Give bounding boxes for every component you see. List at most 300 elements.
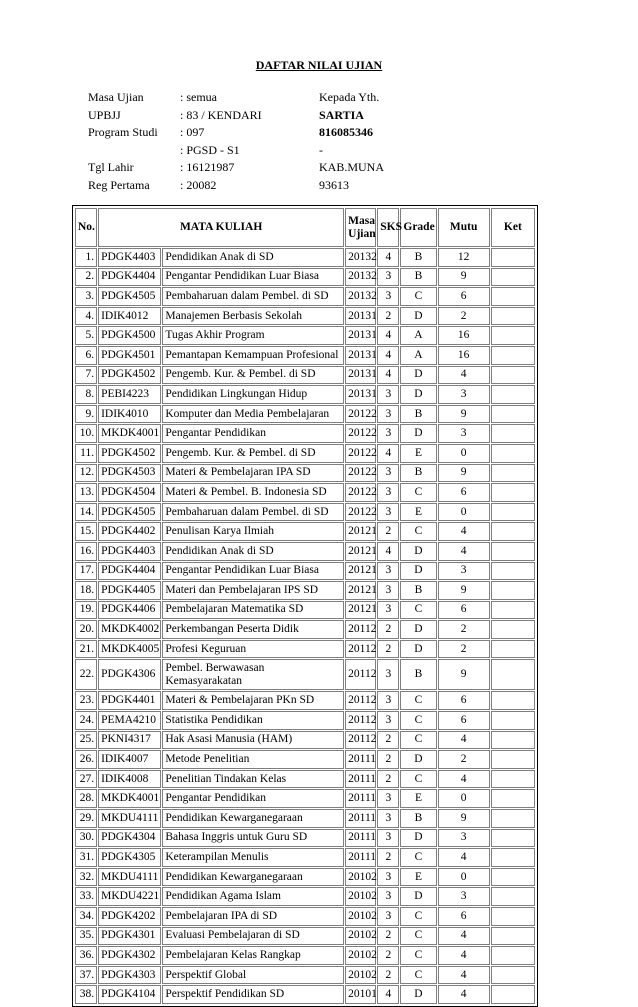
course-name: Keterampilan Menulis [162,848,344,867]
ket-cell [491,750,535,769]
mutu-value: 4 [438,848,490,867]
mutu-value: 4 [438,927,490,946]
row-no: 8. [75,385,97,404]
course-name: Perspektif Pendidikan SD [162,985,344,1004]
ket-cell [491,809,535,828]
table-row [75,268,535,287]
info-row [88,142,439,160]
header-mata-kuliah: MATA KULIAH [98,208,344,247]
table-row [75,248,535,267]
table-row [75,868,535,887]
sks-value: 3 [377,483,399,502]
table-row [75,522,535,541]
table-row [75,562,535,581]
course-code: PDGK4403 [98,542,161,561]
mutu-value: 3 [438,829,490,848]
exam-period: 20121 [345,601,376,620]
row-no: 14. [75,503,97,522]
info-value: : semua [180,90,217,105]
exam-period: 20112 [345,640,376,659]
info-value: : 20082 [180,177,217,192]
ket-cell [491,927,535,946]
exam-period: 20102 [345,927,376,946]
table-row [75,848,535,867]
course-name: Pembelajaran Matematika SD [162,601,344,620]
course-name: Statistika Pendidikan [162,711,344,730]
row-no: 22. [75,659,97,690]
table-row [75,985,535,1004]
course-name: Materi & Pembel. B. Indonesia SD [162,483,344,502]
sks-value: 2 [377,522,399,541]
course-code: PDGK4500 [98,326,161,345]
sks-value: 3 [377,711,399,730]
table-row [75,691,535,710]
course-code: PDGK4404 [98,562,161,581]
ket-cell [491,887,535,906]
course-code: PDGK4406 [98,601,161,620]
mutu-value: 0 [438,789,490,808]
table-row [75,307,535,326]
row-no: 7. [75,366,97,385]
grades-table [74,207,536,1005]
course-code: PDGK4305 [98,848,161,867]
table-header-row [75,208,535,247]
grade-value: D [400,887,436,906]
table-row [75,601,535,620]
course-code: PDGK4303 [98,966,161,985]
course-code: IDIK4008 [98,770,161,789]
info-label: Reg Pertama [88,177,150,192]
grade-value: D [400,620,436,639]
exam-period: 20131 [345,326,376,345]
mutu-value: 2 [438,620,490,639]
course-name: Penulisan Karya Ilmiah [162,522,344,541]
course-code: PDGK4503 [98,464,161,483]
row-no: 33. [75,887,97,906]
row-no: 20. [75,620,97,639]
course-name: Pendidikan Kewarganegaraan [162,868,344,887]
header-ket: Ket [491,208,535,247]
row-no: 13. [75,483,97,502]
row-no: 38. [75,985,97,1004]
mutu-value: 4 [438,366,490,385]
ket-cell [491,770,535,789]
sks-value: 4 [377,985,399,1004]
row-no: 28. [75,789,97,808]
table-row [75,887,535,906]
grade-value: C [400,483,436,502]
exam-period: 20121 [345,522,376,541]
grade-value: C [400,907,436,926]
sks-value: 3 [377,385,399,404]
course-name: Pembaharuan dalam Pembel. di SD [162,503,344,522]
info-row [88,124,439,142]
ket-cell [491,503,535,522]
exam-period: 20111 [345,848,376,867]
grade-value: C [400,711,436,730]
mutu-value: 4 [438,966,490,985]
row-no: 30. [75,829,97,848]
sks-value: 2 [377,966,399,985]
exam-period: 20122 [345,483,376,502]
course-code: PDGK4504 [98,483,161,502]
info-recipient: 816085346 [319,125,373,140]
mutu-value: 3 [438,562,490,581]
mutu-value: 0 [438,444,490,463]
sks-value: 3 [377,601,399,620]
course-code: PDGK4403 [98,248,161,267]
row-no: 10. [75,424,97,443]
mutu-value: 9 [438,581,490,600]
row-no: 37. [75,966,97,985]
course-name: Materi & Pembelajaran IPA SD [162,464,344,483]
grade-value: D [400,829,436,848]
table-row [75,326,535,345]
course-code: PDGK4301 [98,927,161,946]
table-row [75,366,535,385]
table-row [75,385,535,404]
info-recipient: Kepada Yth. [319,90,380,105]
info-row [88,89,439,107]
course-code: MKDK4001 [98,424,161,443]
ket-cell [491,868,535,887]
grade-value: D [400,750,436,769]
ket-cell [491,907,535,926]
course-code: MKDK4001 [98,789,161,808]
table-row [75,346,535,365]
mutu-value: 6 [438,907,490,926]
grade-value: B [400,248,436,267]
ket-cell [491,829,535,848]
course-code: PDGK4306 [98,659,161,690]
course-code: MKDU4221 [98,887,161,906]
grade-value: C [400,731,436,750]
course-name: Komputer dan Media Pembelajaran [162,405,344,424]
mutu-value: 9 [438,809,490,828]
info-label: Masa Ujian [88,90,144,105]
mutu-value: 3 [438,385,490,404]
ket-cell [491,366,535,385]
row-no: 16. [75,542,97,561]
grade-value: C [400,946,436,965]
sks-value: 2 [377,731,399,750]
exam-period: 20131 [345,307,376,326]
sks-value: 2 [377,750,399,769]
course-code: IDIK4010 [98,405,161,424]
table-row [75,444,535,463]
mutu-value: 4 [438,770,490,789]
mutu-value: 16 [438,346,490,365]
table-row [75,809,535,828]
course-name: Hak Asasi Manusia (HAM) [162,731,344,750]
ket-cell [491,346,535,365]
ket-cell [491,601,535,620]
course-name: Pengantar Pendidikan Luar Biasa [162,268,344,287]
info-recipient: 93613 [319,177,349,192]
course-name: Pembel. Berwawasan Kemasyarakatan [162,659,344,690]
course-code: PDGK4505 [98,503,161,522]
info-label [88,142,180,160]
sks-value: 4 [377,346,399,365]
ket-cell [491,659,535,690]
header-grade: Grade [400,208,436,247]
course-name: Pengantar Pendidikan Luar Biasa [162,562,344,581]
course-name: Materi & Pembelajaran PKn SD [162,691,344,710]
exam-period: 20112 [345,731,376,750]
sks-value: 3 [377,887,399,906]
ket-cell [491,620,535,639]
exam-period: 20112 [345,711,376,730]
exam-period: 20121 [345,581,376,600]
grade-value: B [400,405,436,424]
exam-period: 20122 [345,464,376,483]
row-no: 17. [75,562,97,581]
sks-value: 3 [377,868,399,887]
course-name: Profesi Keguruan [162,640,344,659]
row-no: 18. [75,581,97,600]
course-name: Pembelajaran IPA di SD [162,907,344,926]
course-code: IDIK4012 [98,307,161,326]
sks-value: 2 [377,307,399,326]
mutu-value: 6 [438,691,490,710]
sks-value: 2 [377,770,399,789]
sks-value: 4 [377,326,399,345]
grade-value: A [400,326,436,345]
ket-cell [491,483,535,502]
grade-value: B [400,659,436,690]
sks-value: 3 [377,581,399,600]
table-row [75,581,535,600]
row-no: 23. [75,691,97,710]
course-code: PDGK4401 [98,691,161,710]
course-code: PDGK4502 [98,444,161,463]
course-name: Perspektif Global [162,966,344,985]
ket-cell [491,985,535,1004]
exam-period: 20102 [345,907,376,926]
course-name: Pendidikan Kewarganegaraan [162,809,344,828]
mutu-value: 9 [438,464,490,483]
course-code: PDGK4405 [98,581,161,600]
table-row [75,542,535,561]
mutu-value: 4 [438,731,490,750]
exam-period: 20121 [345,562,376,581]
course-name: Penelitian Tindakan Kelas [162,770,344,789]
row-no: 9. [75,405,97,424]
grade-value: B [400,464,436,483]
info-label: Tgl Lahir [88,160,134,175]
page-title: DAFTAR NILAI UJIAN [255,58,383,72]
course-code: MKDU4111 [98,868,161,887]
grade-value: B [400,809,436,828]
grade-value: B [400,268,436,287]
mutu-value: 6 [438,287,490,306]
course-name: Materi dan Pembelajaran IPS SD [162,581,344,600]
course-code: PDGK4202 [98,907,161,926]
course-code: MKDU4111 [98,809,161,828]
grade-value: C [400,601,436,620]
row-no: 5. [75,326,97,345]
table-row [75,424,535,443]
table-row [75,731,535,750]
mutu-value: 6 [438,601,490,620]
ket-cell [491,248,535,267]
exam-period: 20112 [345,659,376,690]
sks-value: 3 [377,503,399,522]
row-no: 32. [75,868,97,887]
course-name: Pendidikan Anak di SD [162,248,344,267]
row-no: 11. [75,444,97,463]
mutu-value: 4 [438,985,490,1004]
sks-value: 3 [377,907,399,926]
exam-period: 20122 [345,424,376,443]
grade-value: D [400,542,436,561]
course-name: Pembaharuan dalam Pembel. di SD [162,287,344,306]
mutu-value: 9 [438,659,490,690]
exam-period: 20112 [345,691,376,710]
table-row [75,907,535,926]
exam-period: 20131 [345,346,376,365]
info-recipient: SARTIA [319,107,364,122]
course-code: PEBI4223 [98,385,161,404]
course-code: PKNI4317 [98,731,161,750]
grade-value: C [400,848,436,867]
grade-value: D [400,307,436,326]
sks-value: 3 [377,659,399,690]
ket-cell [491,287,535,306]
exam-period: 20112 [345,620,376,639]
mutu-value: 2 [438,750,490,769]
course-name: Perkembangan Peserta Didik [162,620,344,639]
table-row [75,405,535,424]
grade-value: C [400,966,436,985]
row-no: 24. [75,711,97,730]
row-no: 1. [75,248,97,267]
info-value: : PGSD - S1 [180,142,240,157]
info-recipient: - [319,142,323,157]
ket-cell [491,326,535,345]
table-row [75,659,535,690]
info-row [88,159,439,177]
mutu-value: 3 [438,887,490,906]
exam-period: 20102 [345,868,376,887]
info-row [88,177,439,195]
row-no: 2. [75,268,97,287]
sks-value: 3 [377,268,399,287]
course-code: PDGK4104 [98,985,161,1004]
table-row [75,287,535,306]
grade-value: D [400,562,436,581]
course-name: Pengemb. Kur. & Pembel. di SD [162,366,344,385]
mutu-value: 6 [438,483,490,502]
mutu-value: 0 [438,868,490,887]
ket-cell [491,946,535,965]
course-name: Manajemen Berbasis Sekolah [162,307,344,326]
row-no: 3. [75,287,97,306]
ket-cell [491,268,535,287]
grade-value: D [400,385,436,404]
sks-value: 3 [377,809,399,828]
ket-cell [491,562,535,581]
sks-value: 4 [377,542,399,561]
header-mutu: Mutu [438,208,490,247]
table-row [75,750,535,769]
grade-value: E [400,444,436,463]
grade-value: A [400,346,436,365]
grade-value: C [400,522,436,541]
table-row [75,483,535,502]
course-name: Tugas Akhir Program [162,326,344,345]
course-code: MKDK4005 [98,640,161,659]
mutu-value: 3 [438,424,490,443]
sks-value: 4 [377,444,399,463]
course-name: Pendidikan Anak di SD [162,542,344,561]
course-code: PDGK4505 [98,287,161,306]
sks-value: 3 [377,789,399,808]
header-no: No. [75,208,97,247]
row-no: 31. [75,848,97,867]
sks-value: 2 [377,848,399,867]
ket-cell [491,581,535,600]
exam-period: 20132 [345,268,376,287]
exam-period: 20131 [345,385,376,404]
table-row [75,711,535,730]
ket-cell [491,848,535,867]
exam-period: 20122 [345,503,376,522]
sks-value: 4 [377,366,399,385]
grade-value: C [400,927,436,946]
mutu-value: 9 [438,405,490,424]
ket-cell [491,789,535,808]
sks-value: 3 [377,562,399,581]
info-value: : 83 / KENDARI [180,107,262,122]
row-no: 35. [75,927,97,946]
info-label: Program Studi [88,125,158,140]
exam-period: 20102 [345,966,376,985]
ket-cell [491,464,535,483]
info-value: : 16121987 [180,160,235,175]
mutu-value: 16 [438,326,490,345]
course-code: PDGK4404 [98,268,161,287]
table-row [75,770,535,789]
sks-value: 2 [377,927,399,946]
ket-cell [491,444,535,463]
exam-period: 20132 [345,248,376,267]
mutu-value: 0 [438,503,490,522]
exam-period: 20122 [345,444,376,463]
exam-period: 20111 [345,770,376,789]
row-no: 4. [75,307,97,326]
exam-period: 20102 [345,887,376,906]
mutu-value: 9 [438,268,490,287]
sks-value: 3 [377,405,399,424]
table-row [75,829,535,848]
sks-value: 3 [377,464,399,483]
course-code: PDGK4302 [98,946,161,965]
table-row [75,966,535,985]
header-sks: SKS [377,208,399,247]
row-no: 27. [75,770,97,789]
info-label: UPBJJ [88,107,121,122]
row-no: 34. [75,907,97,926]
grade-value: E [400,868,436,887]
table-row [75,946,535,965]
course-name: Pendidikan Lingkungan Hidup [162,385,344,404]
course-name: Bahasa Inggris untuk Guru SD [162,829,344,848]
course-name: Pendidikan Agama Islam [162,887,344,906]
info-recipient: KAB.MUNA [319,160,385,175]
info-value: : 097 [180,125,205,140]
exam-period: 20111 [345,750,376,769]
